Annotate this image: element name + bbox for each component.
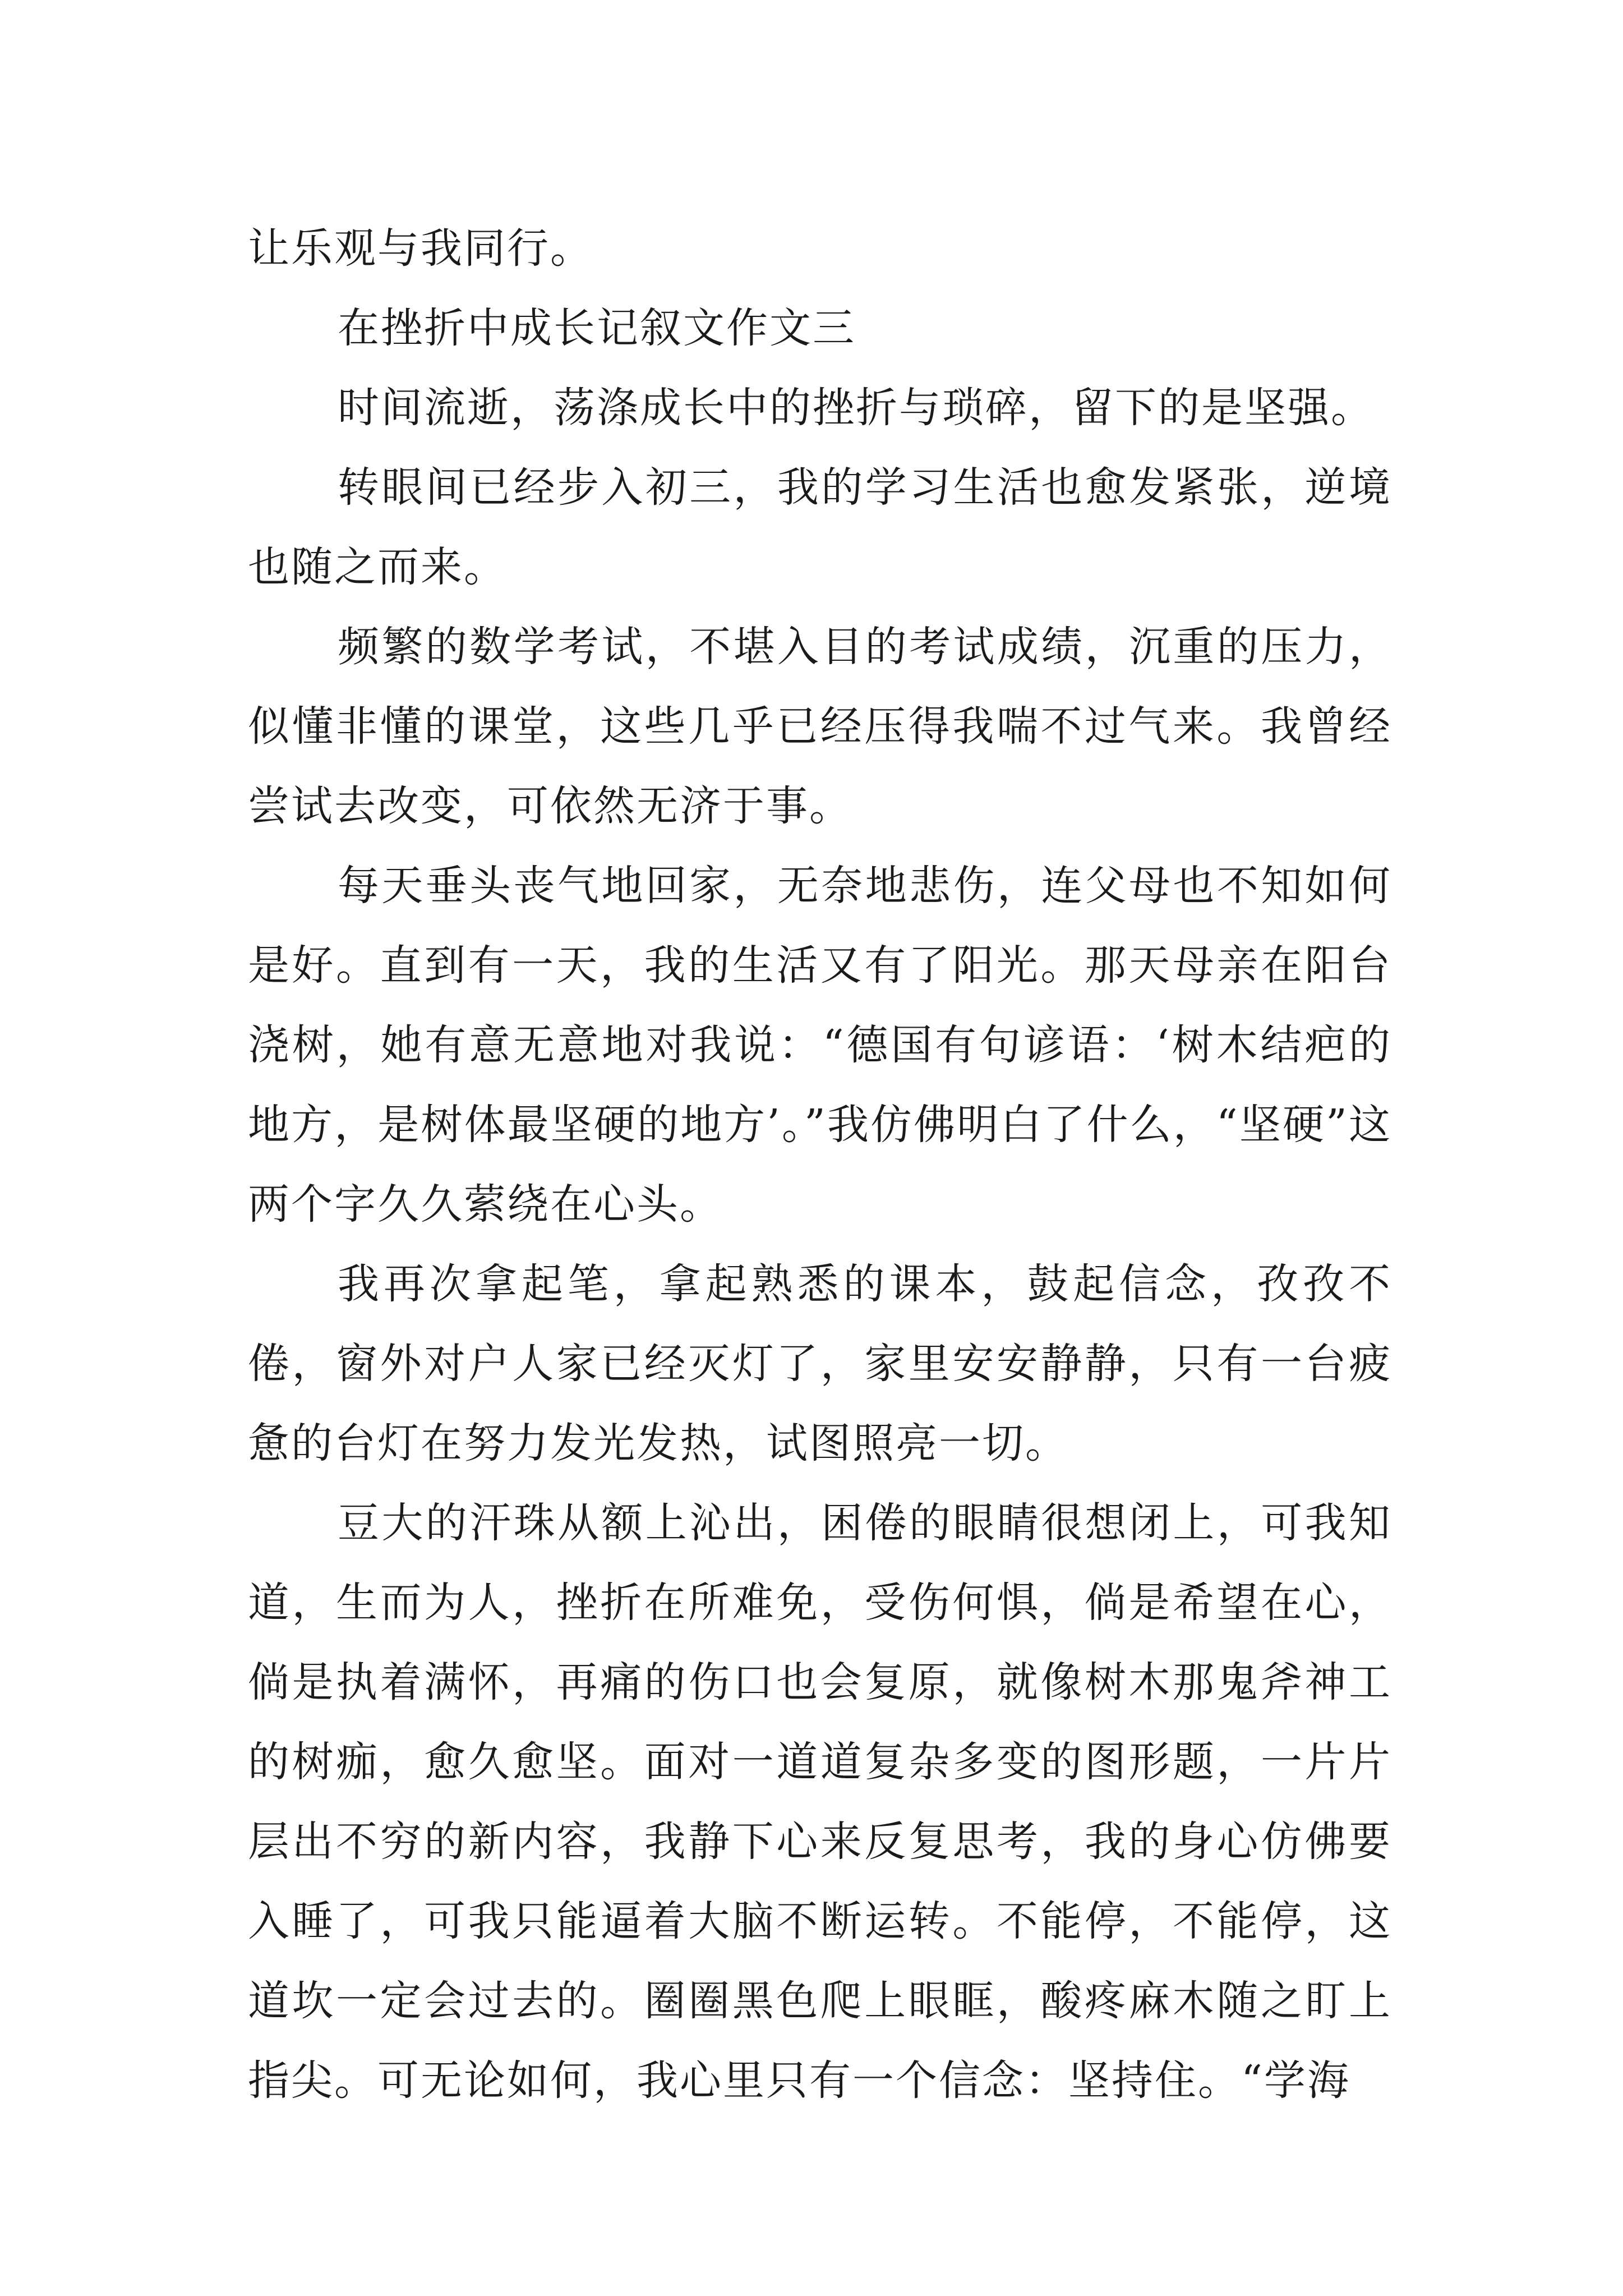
paragraph: 豆大的汗珠从额上沁出，困倦的眼睛很想闭上，可我知道，生而为人，挫折在所难免，受伤何惧，倘是希望在心，倘是执着满怀，再痛的伤口也会复原，就像树木那鬼斧神工的树痂，愈久愈坚。面对一道道复杂多变的图形题，一片片层出不穷的新内容，我静下心来反复思考，我的身心仿佛要入睡了，可我只能逼着大脑不断运转。不能停，不能停，这道坎一定会过去的。圈圈黑色爬上眼眶，酸疼麻木随之盯上指尖。可无论如何，我心里只有一个信念：坚持住。“学海 [248,1499,1392,2105]
essay-body [248,209,1392,2120]
paragraph: 频繁的数学考试，不堪入目的考试成绩，沉重的压力，似懂非懂的课堂，这些几乎已经压得我喘不过气来。我曾经尝试去改变，可依然无济于事。 [248,623,1392,830]
paragraph: 转眼间已经步入初三，我的学习生活也愈发紧张，逆境也随之而来。 [248,463,1392,591]
paragraph: 时间流逝，荡涤成长中的挫折与琐碎，留下的是坚强。 [338,384,1374,432]
paragraph: 我再次拿起笔，拿起熟悉的课本，鼓起信念，孜孜不倦，窗外对户人家已经灭灯了，家里安安静静，只有一台疲惫的台灯在努力发光发热，试图照亮一切。 [248,1260,1392,1467]
essay-title: 在挫折中成长记叙文作文三 [338,304,856,352]
paragraph: 每天垂头丧气地回家，无奈地悲伤，连父母也不知如何是好。直到有一天，我的生活又有了阳光。那天母亲在阳台浇树，她有意无意地对我说：“德国有句谚语：‘树木结疤的地方，是树体最坚硬的地方’。”我仿佛明白了什么，“坚硬”这两个字久久萦绕在心头。 [248,862,1392,1228]
paragraph-continuation: 让乐观与我同行。 [248,224,593,273]
